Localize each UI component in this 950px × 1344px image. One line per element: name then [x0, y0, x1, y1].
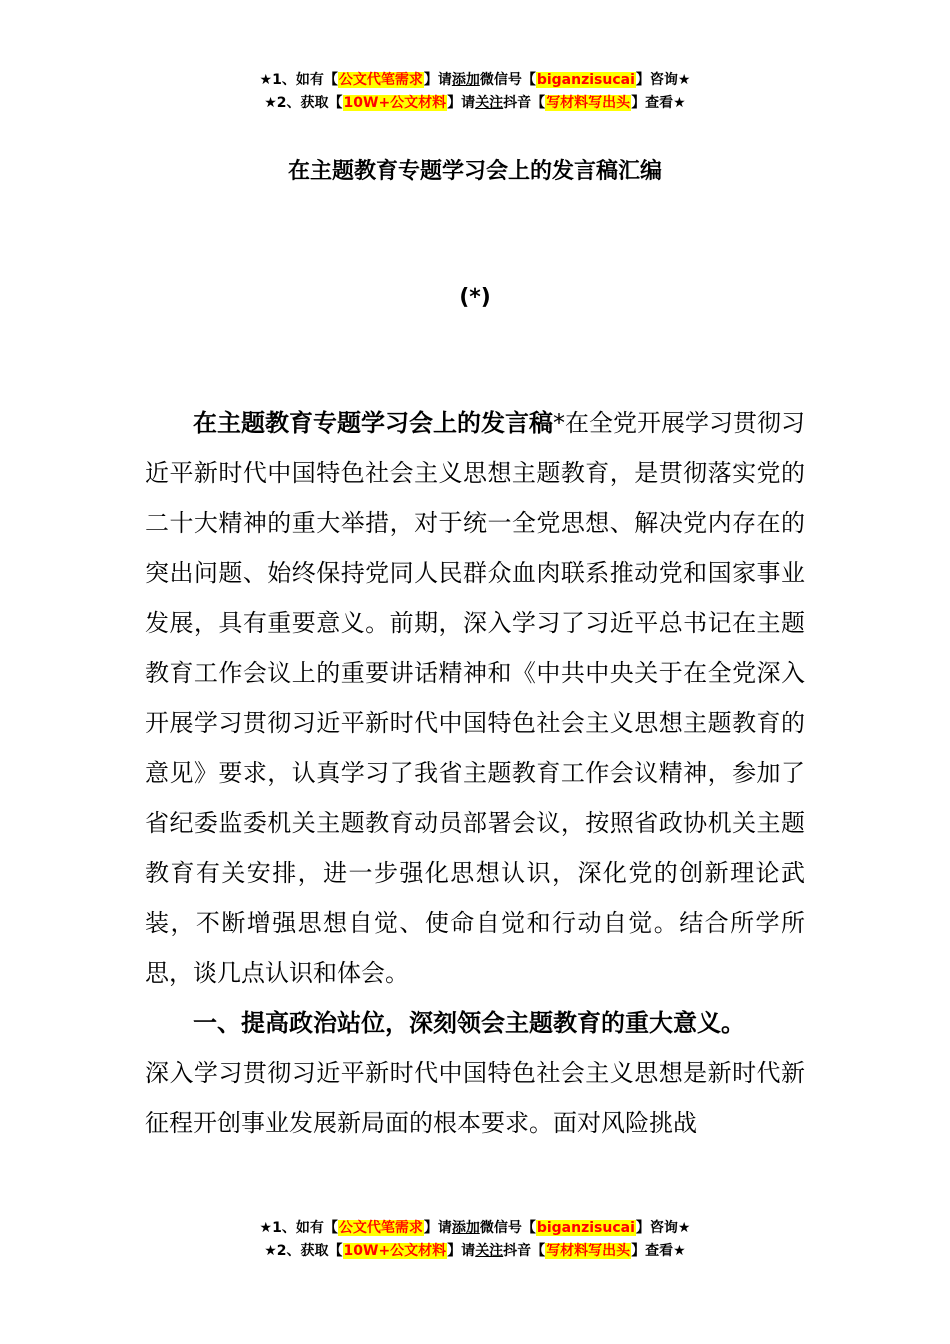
banner-emphasis: 添加 — [451, 72, 480, 88]
banner-wechat-id: biganzisucai — [536, 72, 635, 88]
banner-highlight: 公文代笔需求 — [338, 1220, 423, 1236]
paragraph-2: 深入学习贯彻习近平新时代中国特色社会主义思想是新时代新征程开创事业发展新局面的根本要求。面对风险挑战 — [145, 1059, 805, 1137]
banner-text: 抖音【 — [503, 95, 546, 111]
banner-wechat-id: biganzisucai — [536, 1220, 635, 1236]
banner-text: 抖音【 — [503, 1243, 546, 1259]
banner-text: 微信号【 — [479, 1220, 536, 1236]
banner-line-1 — [0, 69, 950, 92]
banner-text: ★2、获取【 — [264, 1243, 343, 1259]
footer-banner — [0, 1217, 950, 1263]
banner-text: ★1、如有【 — [259, 72, 338, 88]
banner-line-2 — [0, 92, 950, 115]
header-banner — [0, 69, 950, 115]
banner-text: 】请 — [423, 1220, 452, 1236]
paragraph-1 — [145, 398, 805, 998]
banner-line-1 — [0, 1217, 950, 1240]
banner-text: ★2、获取【 — [264, 95, 343, 111]
document-subtitle: (*) — [459, 285, 491, 310]
paragraph-text: *在全党开展学习贯彻习近平新时代中国特色社会主义思想主题教育，是贯彻落实党的二十大精神的重大举措，对于统一全党思想、解决党内存在的突出问题、始终保持党同人民群众血肉联系推动党和国家事业发展，具有重要意义。前期，深入学习了习近平总书记在主题教育工作会议上的重要讲话精神和《中共中央关于在全党深入开展学习贯彻习近平新时代中国特色社会主义思想主题教育的意见》要求，认真学习了我省主题教育工作会议精神，参加了省纪委监委机关主题教育动员部署会议，按照省政协机关主题教育有关安排，进一步强化思想认识，深化党的创新理论武装，不断增强思想自觉、使命自觉和行动自觉。结合所学所思，谈几点认识和体会。 — [145, 409, 805, 987]
banner-highlight: 公文代笔需求 — [338, 72, 423, 88]
banner-highlight: 10W+公文材料 — [343, 1243, 447, 1259]
banner-text: 】咨询★ — [635, 72, 691, 88]
banner-emphasis: 添加 — [451, 1220, 480, 1236]
banner-text: 】查看★ — [631, 95, 686, 111]
banner-line-2 — [0, 1240, 950, 1263]
banner-text: ★1、如有【 — [259, 1220, 338, 1236]
banner-text: 】查看★ — [631, 1243, 686, 1259]
banner-text: 】请 — [447, 95, 476, 111]
banner-emphasis: 关注 — [475, 95, 504, 111]
banner-text: 】咨询★ — [635, 1220, 691, 1236]
banner-douyin-id: 写材料写出头 — [546, 95, 631, 111]
banner-text: 微信号【 — [479, 72, 536, 88]
document-title: 在主题教育专题学习会上的发言稿汇编 — [287, 159, 662, 184]
banner-text: 】请 — [423, 72, 452, 88]
section-heading-1: 一、提高政治站位，深刻领会主题教育的重大意义。 — [193, 1009, 745, 1037]
banner-emphasis: 关注 — [475, 1243, 504, 1259]
banner-text: 】请 — [447, 1243, 476, 1259]
paragraph-lead: 在主题教育专题学习会上的发言稿 — [193, 409, 553, 437]
banner-highlight: 10W+公文材料 — [343, 95, 447, 111]
document-body — [145, 398, 805, 1148]
banner-douyin-id: 写材料写出头 — [546, 1243, 631, 1259]
